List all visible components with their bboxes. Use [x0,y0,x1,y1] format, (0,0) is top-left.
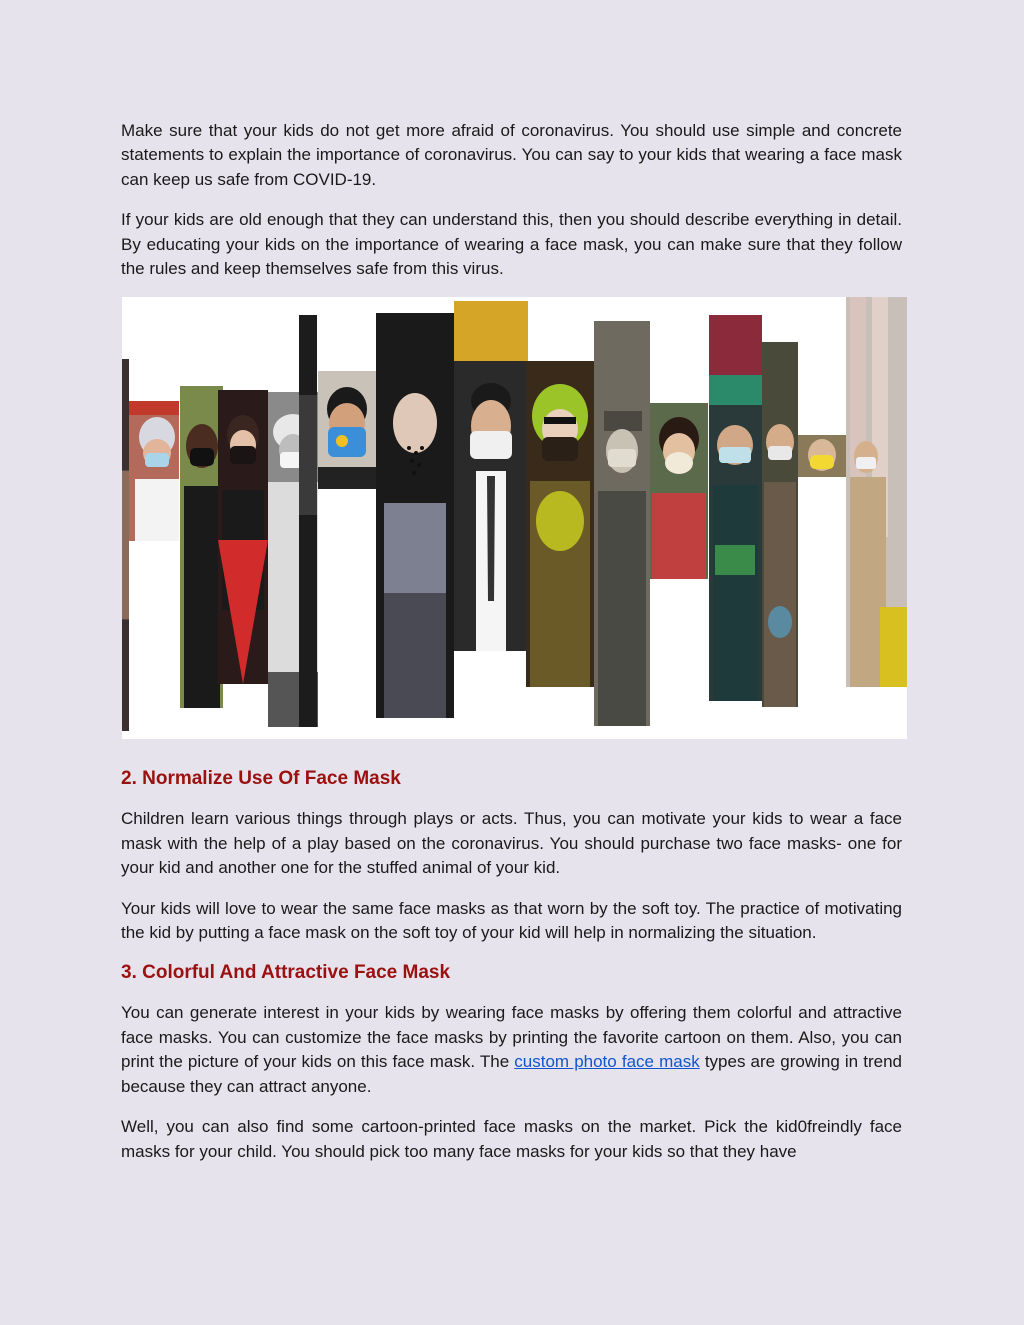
paragraph-text-before-link: You can generate interest in your kids by wearing face masks by offering them colorful and attractive face masks. You can customize the face masks by printing the favorite cartoon on them. Also, you can print the picture of your kids on this face mask. The [121,1003,902,1072]
collage-strip-cartoon-mask [318,371,376,489]
paragraph-text-after-link: types are growing in trend because they can attract anyone. [121,1052,902,1096]
paragraph-educate-kids: If your kids are old enough that they can understand this, then you should describe everything in detail. By educating your kids on the importance of wearing a face mask, you can make sure that they follow the rules and keep themselves safe from this virus. [121,210,902,279]
collage-strip-sepia-soldier [594,321,650,726]
section-heading-normalize: 2. Normalize Use Of Face Mask [121,768,401,790]
collage-strip-suit-man [454,301,528,651]
collage-strip-city-man [846,297,907,687]
collage-strip-respirator [650,403,708,579]
paragraph-generate-interest [121,1001,902,1099]
paragraph-kids-not-afraid: Make sure that your kids do not get more afraid of coronavirus. You should use simple and concrete statements to explain the importance of coronavirus. You can say to your kids that wearing a face mask can keep us safe from COVID-19. [121,121,902,189]
collage-strip-red-dress [218,390,268,684]
collage-strip-black-mask [180,386,223,708]
section-heading-colorful: 3. Colorful And Attractive Face Mask [121,962,451,984]
document-content [121,119,902,1180]
collage-strip-yellow-mask [798,435,846,477]
collage-strip-nurse [129,401,179,541]
face-mask-collage-image [122,297,907,739]
paragraph-children-learn: Children learn various things through plays or acts. Thus, you can motivate your kids to wear a face mask with the help of a play based on the coronavirus. You should purchase two face masks- one for your kid and another one for the stuffed animal of your kid. [121,809,902,878]
paragraph-soft-toy: Your kids will love to wear the same face masks as that worn by the soft toy. The practice of motivating the kid by putting a face mask on the soft toy of your kid will help in normalizing the situation. [121,898,902,943]
collage-strip-dark [299,315,317,727]
collage-strip-dotted-mask [376,313,454,718]
collage-strip-green-hair [526,361,594,687]
custom-photo-face-mask-link[interactable]: custom photo face mask [514,1052,700,1072]
collage-strip-crowd [709,315,762,701]
paragraph-cartoon-masks: Well, you can also find some cartoon-printed face masks on the market. Pick the kid0freindly face masks for your child. You should pick too many face masks for your kids so that they have [121,1117,902,1161]
collage-strip-edge [122,359,129,731]
collage-strip-child [762,342,798,707]
